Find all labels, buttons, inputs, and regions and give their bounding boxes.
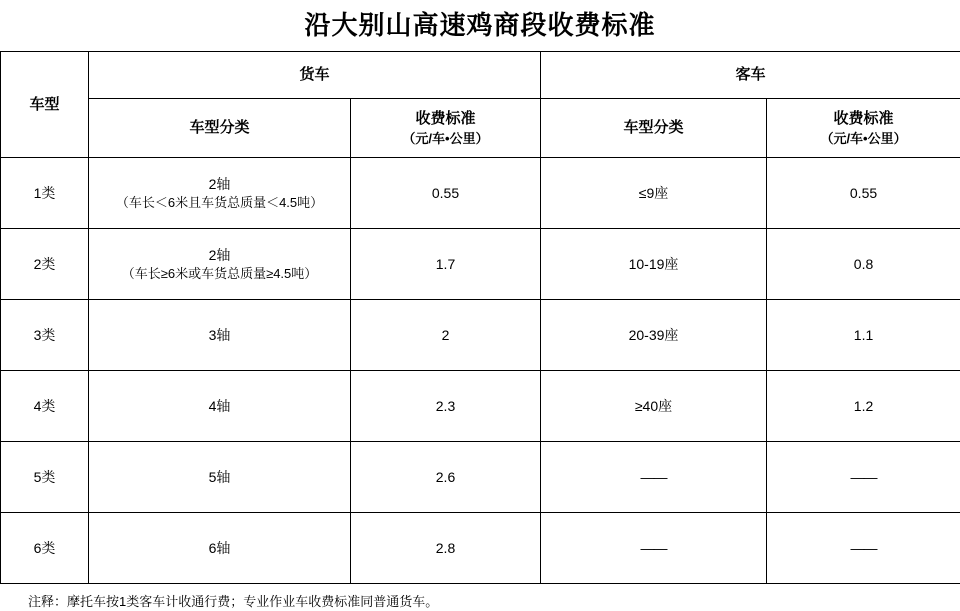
header-truck-group: 货车: [89, 52, 541, 99]
cell-truck-category: [89, 158, 351, 229]
table-header: [1, 52, 960, 158]
cell-vehicle-type: 1类: [1, 158, 89, 229]
cell-bus-category: ≤9座: [541, 158, 767, 229]
cell-vehicle-type: 2类: [1, 229, 89, 300]
cell-truck-category: [89, 513, 351, 584]
cell-truck-fee: 2.8: [351, 513, 541, 584]
header-truck-fee-line2: （元/车•公里）: [353, 130, 538, 149]
header-vehicle-type: 车型: [1, 52, 89, 158]
cell-truck-fee: 2: [351, 300, 541, 371]
header-bus-fee: [767, 99, 960, 158]
truck-category-main: 2轴: [91, 174, 348, 194]
cell-bus-fee: 0.55: [767, 158, 960, 229]
table-header-row-columns: [1, 99, 960, 158]
header-bus-fee-line1: 收费标准: [769, 108, 958, 130]
cell-truck-fee: 0.55: [351, 158, 541, 229]
cell-bus-fee: 1.1: [767, 300, 960, 371]
cell-vehicle-type: 3类: [1, 300, 89, 371]
table-row: [1, 158, 960, 229]
truck-category-sub: （车长≥6米或车货总质量≥4.5吨）: [91, 265, 348, 284]
cell-bus-category: 10-19座: [541, 229, 767, 300]
cell-bus-fee: 0.8: [767, 229, 960, 300]
cell-truck-fee: 2.6: [351, 442, 541, 513]
cell-bus-category: 20-39座: [541, 300, 767, 371]
cell-vehicle-type: 6类: [1, 513, 89, 584]
cell-truck-fee: 2.3: [351, 371, 541, 442]
cell-bus-fee: ——: [767, 442, 960, 513]
table-row: [1, 300, 960, 371]
truck-category-main: 5轴: [91, 467, 348, 487]
truck-category-main: 6轴: [91, 538, 348, 558]
truck-category-sub: （车长＜6米且车货总质量＜4.5吨）: [91, 194, 348, 213]
header-truck-fee-line1: 收费标准: [353, 108, 538, 130]
toll-standard-table: [0, 51, 960, 584]
page-title: 沿大别山高速鸡商段收费标准: [0, 0, 960, 51]
footnote: 注释：摩托车按1类客车计收通行费；专业作业车收费标准同普通货车。: [0, 584, 960, 611]
truck-category-main: 2轴: [91, 245, 348, 265]
cell-bus-fee: 1.2: [767, 371, 960, 442]
table-row: [1, 371, 960, 442]
cell-truck-fee: 1.7: [351, 229, 541, 300]
cell-bus-category: ——: [541, 442, 767, 513]
truck-category-main: 3轴: [91, 325, 348, 345]
header-truck-fee: [351, 99, 541, 158]
cell-truck-category: [89, 371, 351, 442]
cell-vehicle-type: 4类: [1, 371, 89, 442]
header-bus-category: 车型分类: [541, 99, 767, 158]
cell-truck-category: [89, 300, 351, 371]
table-row: [1, 442, 960, 513]
header-bus-group: 客车: [541, 52, 960, 99]
table-row: [1, 229, 960, 300]
cell-truck-category: [89, 229, 351, 300]
cell-bus-category: ≥40座: [541, 371, 767, 442]
cell-vehicle-type: 5类: [1, 442, 89, 513]
truck-category-main: 4轴: [91, 396, 348, 416]
table-body: [1, 158, 960, 584]
header-truck-category: 车型分类: [89, 99, 351, 158]
cell-bus-category: ——: [541, 513, 767, 584]
cell-truck-category: [89, 442, 351, 513]
cell-bus-fee: ——: [767, 513, 960, 584]
table-row: [1, 513, 960, 584]
table-header-row-groups: [1, 52, 960, 99]
header-bus-fee-line2: （元/车•公里）: [769, 130, 958, 149]
